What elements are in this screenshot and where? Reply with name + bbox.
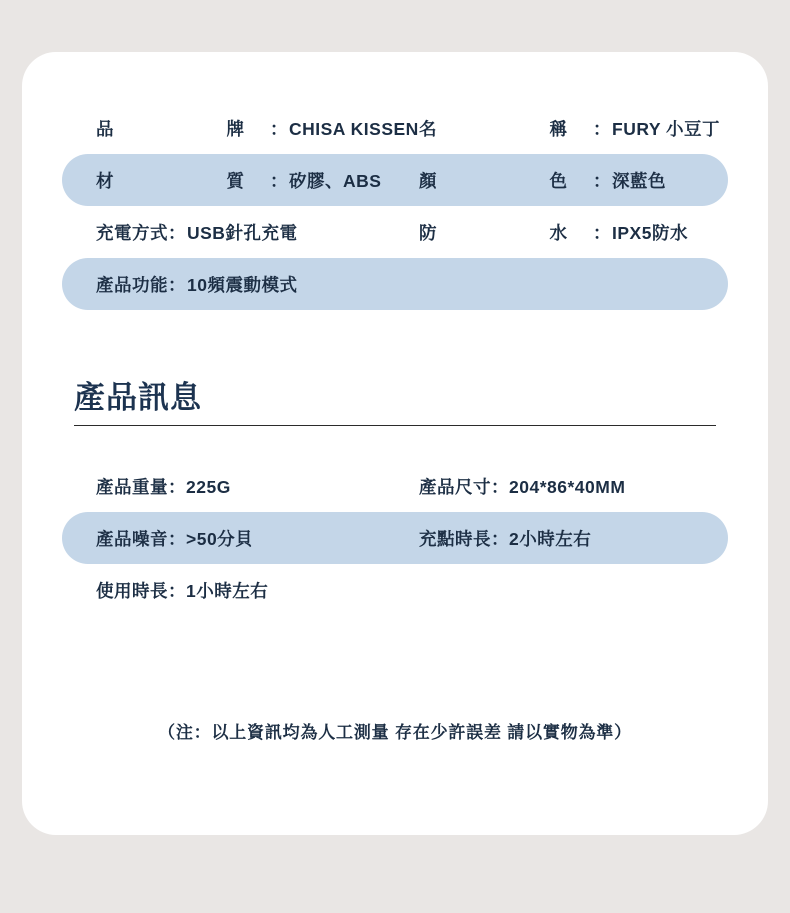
spec-separator: ： (270, 170, 288, 191)
spec-value: IPX5防水 (612, 222, 688, 243)
detail-weight: 產品重量：225G (96, 476, 231, 497)
table-row (62, 460, 728, 512)
table-row (62, 154, 728, 206)
table-row (62, 258, 728, 310)
detail-noise: 產品噪音：>50分貝 (96, 528, 254, 549)
spec-separator: ： (168, 222, 186, 243)
spec-separator: ： (593, 222, 611, 243)
spec-label: 品 牌 (96, 118, 270, 139)
table-row (62, 564, 728, 616)
spec-label: 顏 色 (419, 170, 593, 191)
spec-cell-color (419, 168, 666, 193)
spec-cell-brand (96, 116, 419, 141)
spec-value: 10頻震動模式 (187, 274, 298, 295)
spec-separator: ： (168, 274, 186, 295)
spec-label: 防 水 (419, 222, 593, 243)
spec-separator: ： (593, 170, 611, 191)
spec-label: 產品功能 (96, 274, 168, 295)
specification-table (62, 102, 728, 310)
spec-separator: ： (270, 118, 288, 139)
page-title: 產品訊息 (74, 380, 202, 415)
detail-usage-time: 使用時長：1小時左右 (96, 580, 269, 601)
table-row (62, 102, 728, 154)
section-heading (74, 372, 716, 426)
spec-cell-waterproof (419, 220, 688, 245)
footnote: （注：以上資訊均為人工測量 存在少許誤差 請以實物為準） (158, 723, 632, 742)
spec-value: 矽膠、ABS (289, 170, 382, 191)
spec-label: 名 稱 (419, 118, 593, 139)
spec-cell-material (96, 168, 381, 193)
spec-value: FURY 小豆丁 (612, 118, 721, 139)
spec-value: CHISA KISSEN (289, 118, 419, 139)
spec-cell-name (419, 116, 720, 141)
table-row (62, 512, 728, 564)
spec-cell-charging (96, 220, 297, 245)
spec-cell-function (96, 272, 297, 297)
detail-charge-time: 充點時長：2小時左右 (419, 528, 592, 549)
title-divider (74, 425, 716, 426)
detail-size: 產品尺寸：204*86*40MM (419, 476, 626, 497)
product-details-table (62, 460, 728, 616)
product-info-card (22, 52, 768, 835)
table-row (62, 206, 728, 258)
spec-label: 充電方式 (96, 222, 168, 243)
spec-value: USB針孔充電 (187, 222, 298, 243)
spec-label: 材 質 (96, 170, 270, 191)
spec-value: 深藍色 (612, 170, 666, 191)
spec-separator: ： (593, 118, 611, 139)
